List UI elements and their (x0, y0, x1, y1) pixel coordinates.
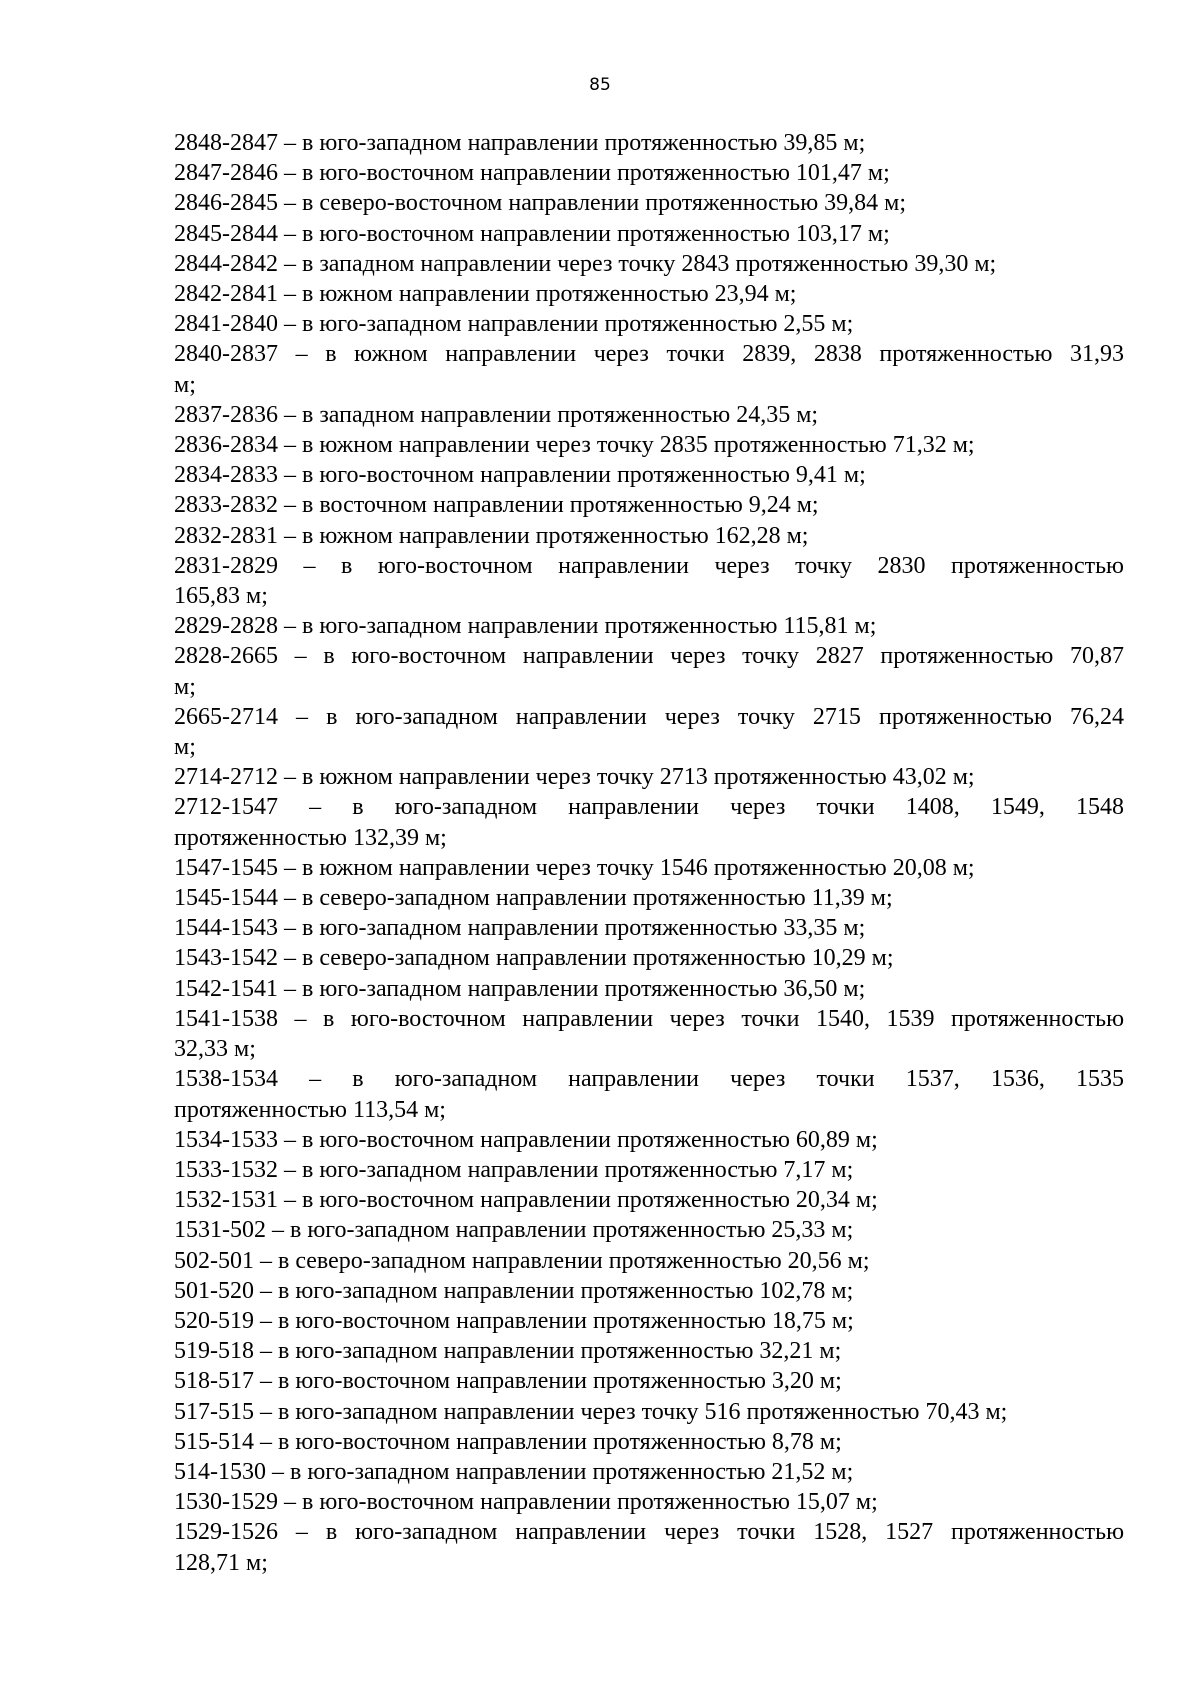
text-line: 1538-1534 – в юго-западном направлении через точки 1537, 1536, 1535 (174, 1066, 1124, 1093)
text-line: 2846-2845 – в северо-восточном направлении протяженностью 39,84 м; (174, 190, 907, 217)
text-line: 2834-2833 – в юго-восточном направлении протяженностью 9,41 м; (174, 462, 866, 489)
text-line: 2831-2829 – в юго-восточном направлении через точку 2830 протяженностью (174, 552, 1124, 579)
text-line: 2845-2844 – в юго-восточном направлении протяженностью 103,17 м; (174, 220, 890, 247)
text-line: 2665-2714 – в юго-западном направлении через точку 2715 протяженностью 76,24 (174, 703, 1124, 730)
text-line: 1534-1533 – в юго-восточном направлении протяженностью 60,89 м; (174, 1126, 878, 1153)
text-line: 502-501 – в северо-западном направлении протяженностью 20,56 м; (174, 1247, 870, 1274)
text-line: протяженностью 113,54 м; (174, 1096, 446, 1123)
page-number: 85 (589, 75, 611, 95)
text-line: 1544-1543 – в юго-западном направлении протяженностью 33,35 м; (174, 915, 866, 942)
text-line: 2833-2832 – в восточном направлении протяженностью 9,24 м; (174, 492, 819, 519)
text-line: 518-517 – в юго-восточном направлении протяженностью 3,20 м; (174, 1368, 842, 1395)
text-line: 2836-2834 – в южном направлении через точку 2835 протяженностью 71,32 м; (174, 432, 975, 459)
text-line: 32,33 м; (174, 1036, 256, 1063)
text-line: 1542-1541 – в юго-западном направлении протяженностью 36,50 м; (174, 975, 866, 1002)
text-line: 1529-1526 – в юго-западном направлении через точки 1528, 1527 протяженностью (174, 1519, 1124, 1546)
document-body (174, 128, 1124, 1578)
text-line: 1530-1529 – в юго-восточном направлении протяженностью 15,07 м; (174, 1489, 878, 1516)
text-line: 501-520 – в юго-западном направлении протяженностью 102,78 м; (174, 1277, 854, 1304)
text-line: 2840-2837 – в южном направлении через точки 2839, 2838 протяженностью 31,93 (174, 341, 1124, 368)
text-line: 519-518 – в юго-западном направлении протяженностью 32,21 м; (174, 1338, 842, 1365)
text-line: 1545-1544 – в северо-западном направлении протяженностью 11,39 м; (174, 885, 893, 912)
text-line: 515-514 – в юго-восточном направлении протяженностью 8,78 м; (174, 1428, 842, 1455)
text-line: 520-519 – в юго-восточном направлении протяженностью 18,75 м; (174, 1307, 854, 1334)
text-line: 2847-2846 – в юго-восточном направлении протяженностью 101,47 м; (174, 160, 890, 187)
text-line: 2829-2828 – в юго-западном направлении протяженностью 115,81 м; (174, 613, 877, 640)
text-line: 2828-2665 – в юго-восточном направлении через точку 2827 протяженностью 70,87 (174, 643, 1124, 670)
text-line: протяженностью 132,39 м; (174, 824, 447, 851)
text-line: 517-515 – в юго-западном направлении через точку 516 протяженностью 70,43 м; (174, 1398, 1008, 1425)
text-line: 1532-1531 – в юго-восточном направлении протяженностью 20,34 м; (174, 1187, 878, 1214)
text-line: 2837-2836 – в западном направлении протяженностью 24,35 м; (174, 401, 819, 428)
text-line: 1543-1542 – в северо-западном направлении протяженностью 10,29 м; (174, 945, 894, 972)
text-line: 2832-2831 – в южном направлении протяженностью 162,28 м; (174, 522, 809, 549)
text-line: 1531-502 – в юго-западном направлении протяженностью 25,33 м; (174, 1217, 854, 1244)
text-line: 514-1530 – в юго-западном направлении протяженностью 21,52 м; (174, 1458, 854, 1485)
text-line: 2844-2842 – в западном направлении через точку 2843 протяженностью 39,30 м; (174, 250, 997, 277)
text-line: 2842-2841 – в южном направлении протяженностью 23,94 м; (174, 281, 797, 308)
text-line: 2712-1547 – в юго-западном направлении через точки 1408, 1549, 1548 (174, 794, 1124, 821)
text-line: 2848-2847 – в юго-западном направлении протяженностью 39,85 м; (174, 130, 866, 156)
text-line: м; (174, 673, 196, 700)
text-line: 1547-1545 – в южном направлении через точку 1546 протяженностью 20,08 м; (174, 854, 975, 881)
text-line: м; (174, 371, 196, 398)
text-line: 2714-2712 – в южном направлении через точку 2713 протяженностью 43,02 м; (174, 764, 975, 791)
text-line: 1541-1538 – в юго-восточном направлении через точки 1540, 1539 протяженностью (174, 1005, 1124, 1032)
text-line: 128,71 м; (174, 1549, 268, 1576)
text-line: 1533-1532 – в юго-западном направлении протяженностью 7,17 м; (174, 1156, 854, 1183)
text-line: м; (174, 734, 196, 761)
text-line: 2841-2840 – в юго-западном направлении протяженностью 2,55 м; (174, 311, 854, 338)
text-line: 165,83 м; (174, 583, 268, 610)
